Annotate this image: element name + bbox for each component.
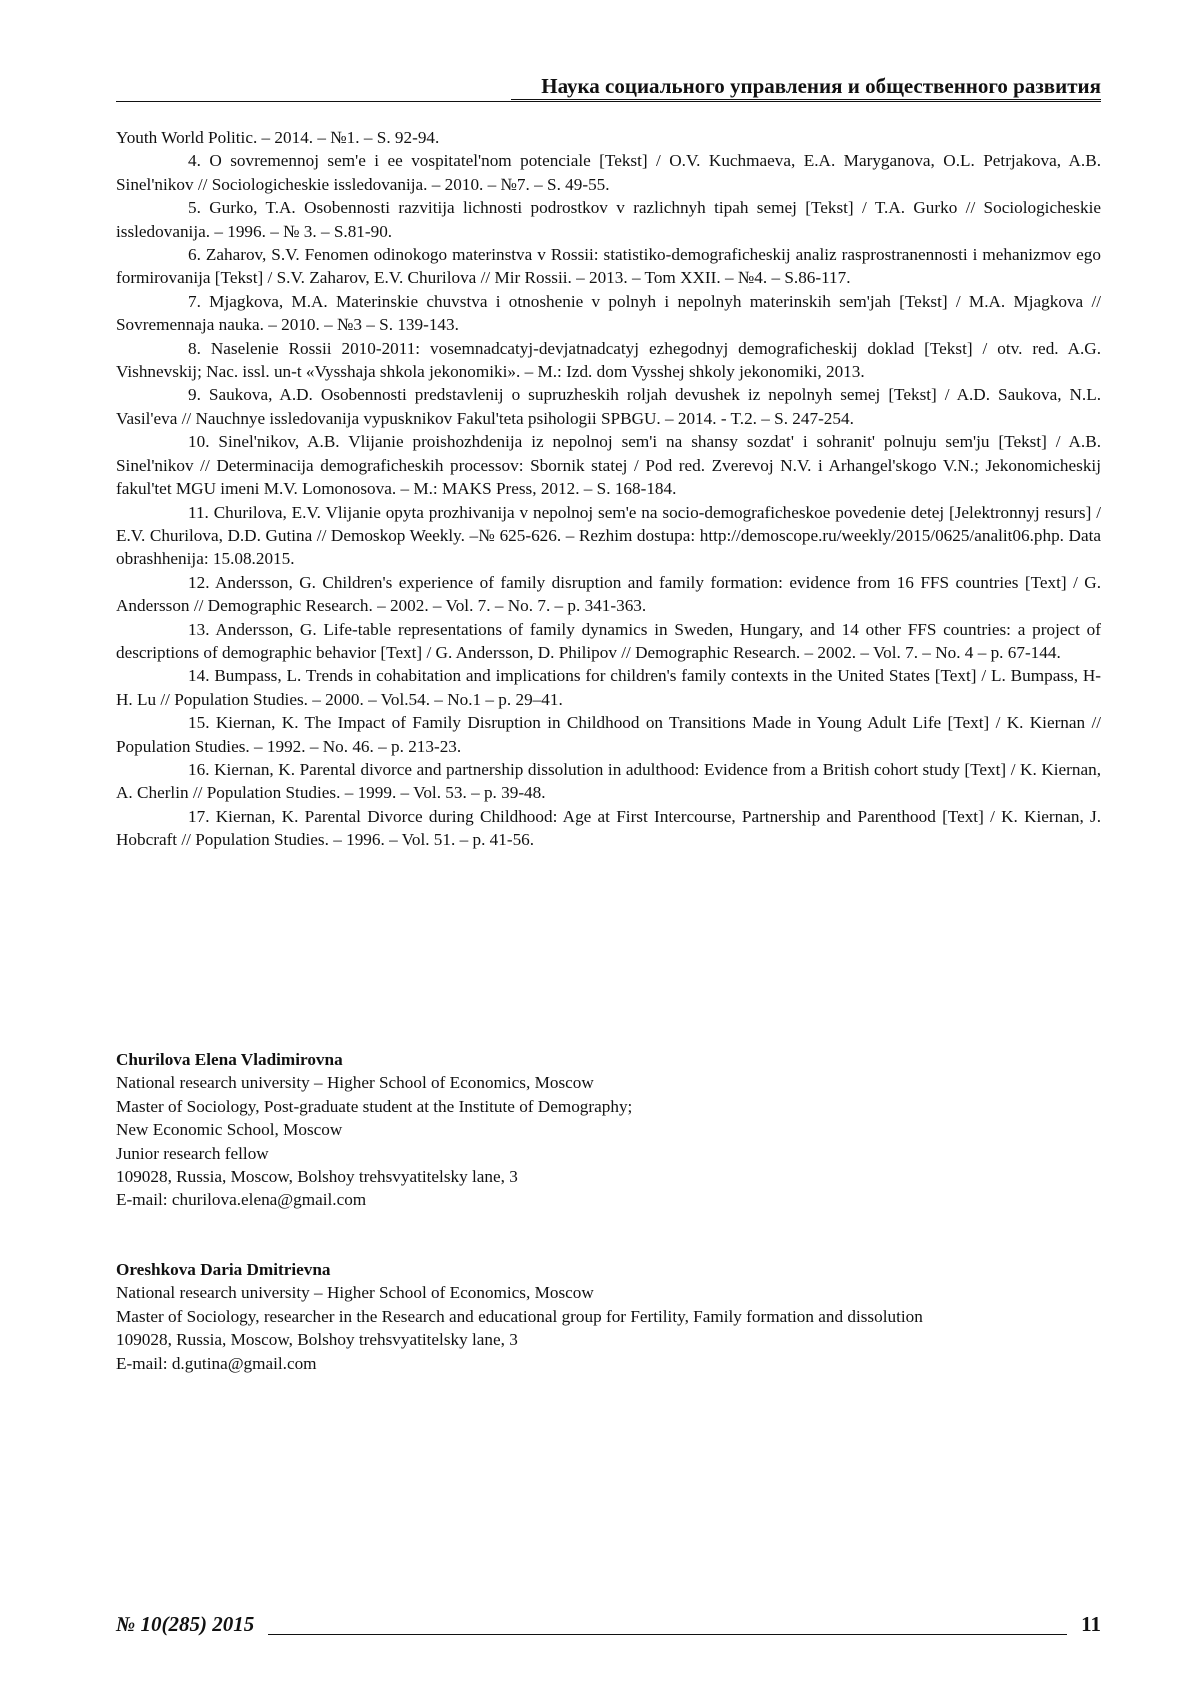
reference-item: 10. Sinel'nikov, A.B. Vlijanie proishozhdenija iz nepolnoj sem'i na shansy sozdat' i sohranit' polnuju sem'ju [Tekst] / A.B. Sinel'nikov // Determinacija demograficheskih processov: Sbornik statej / Pod red. Zverevoj N.V. i Arhangel'skogo V.N.; Jekonomicheskij fakul'tet MGU imeni M.V. Lomonosova. – M.: MAKS Press, 2012. – S. 168-184.	[116, 430, 1101, 500]
author-email: E-mail: d.gutina@gmail.com	[116, 1352, 1101, 1375]
author-block-oreshkova	[116, 1258, 1101, 1375]
author-name: Oreshkova Daria Dmitrievna	[116, 1258, 1101, 1281]
reference-item: 12. Andersson, G. Children's experience of family disruption and family formation: evidence from 16 FFS countries [Text] / G. Andersson // Demographic Research. – 2002. – Vol. 7. – No. 7. – p. 341-363.	[116, 571, 1101, 618]
author-block-churilova	[116, 1048, 1101, 1212]
reference-item: 13. Andersson, G. Life-table representations of family dynamics in Sweden, Hungary, and 14 other FFS countries: a project of descriptions of demographic behavior [Text] / G. Andersson, D. Philipov // Demographic Research. – 2002. – Vol. 7. – No. 4 – p. 67-144.	[116, 618, 1101, 665]
author-address: 109028, Russia, Moscow, Bolshoy trehsvyatitelsky lane, 3	[116, 1165, 1101, 1188]
reference-item: 6. Zaharov, S.V. Fenomen odinokogo materinstva v Rossii: statistiko-demograficheskij analiz rasprostranennosti i mehanizmov ego formirovanija [Tekst] / S.V. Zaharov, E.V. Churilova // Mir Rossii. – 2013. – Tom XXII. – №4. – S.86-117.	[116, 243, 1101, 290]
page-number: 11	[1081, 1612, 1101, 1637]
author-affiliation: National research university – Higher School of Economics, Moscow	[116, 1281, 1101, 1304]
author-name: Churilova Elena Vladimirovna	[116, 1048, 1101, 1071]
issue-number: № 10(285) 2015	[116, 1612, 254, 1637]
journal-title: Наука социального управления и общественного развития	[511, 74, 1101, 100]
running-header	[116, 72, 1101, 102]
reference-item: 16. Kiernan, K. Parental divorce and partnership dissolution in adulthood: Evidence from a British cohort study [Text] / K. Kiernan, A. Cherlin // Population Studies. – 1999. – Vol. 53. – p. 39-48.	[116, 758, 1101, 805]
author-email: E-mail: churilova.elena@gmail.com	[116, 1188, 1101, 1211]
author-position: Junior research fellow	[116, 1142, 1101, 1165]
reference-item: 4. O sovremennoj sem'e i ee vospitatel'nom potenciale [Tekst] / O.V. Kuchmaeva, E.A. Maryganova, O.L. Petrjakova, A.B. Sinel'nikov // Sociologicheskie issledovanija. – 2010. – №7. – S. 49-55.	[116, 149, 1101, 196]
reference-item: 17. Kiernan, K. Parental Divorce during Childhood: Age at First Intercourse, Partnership and Parenthood [Text] / K. Kiernan, J. Hobcraft // Population Studies. – 1996. – Vol. 51. – p. 41-56.	[116, 805, 1101, 852]
footer-rule	[268, 1634, 1067, 1635]
reference-item: 8. Naselenie Rossii 2010-2011: vosemnadcatyj-devjatnadcatyj ezhegodnyj demograficheskij doklad [Tekst] / otv. red. A.G. Vishnevskij; Nac. issl. un-t «Vysshaja shkola jekonomiki». – M.: Izd. dom Vysshej shkoly jekonomiki, 2013.	[116, 337, 1101, 384]
header-rule	[116, 101, 1101, 102]
reference-item: 11. Churilova, E.V. Vlijanie opyta prozhivanija v nepolnoj sem'e na socio-demograficheskoe povedenie detej [Jelektronnyj resurs] / E.V. Churilova, D.D. Gutina // Demoskop Weekly. –№ 625-626. – Rezhim dostupa: http://demoscope.ru/weekly/2015/0625/analit06.php. Data obrashhenija: 15.08.2015.	[116, 501, 1101, 571]
author-affiliation: National research university – Higher School of Economics, Moscow	[116, 1071, 1101, 1094]
reference-item: 15. Kiernan, K. The Impact of Family Disruption in Childhood on Transitions Made in Young Adult Life [Text] / K. Kiernan // Population Studies. – 1992. – No. 46. – p. 213-23.	[116, 711, 1101, 758]
reference-item: 14. Bumpass, L. Trends in cohabitation and implications for children's family contexts in the United States [Text] / L. Bumpass, H-H. Lu // Population Studies. – 2000. – Vol.54. – No.1 – p. 29–41.	[116, 664, 1101, 711]
author-affiliation: New Economic School, Moscow	[116, 1118, 1101, 1141]
reference-list	[116, 126, 1101, 852]
reference-item: 5. Gurko, T.A. Osobennosti razvitija lichnosti podrostkov v razlichnyh tipah semej [Tekst] / T.A. Gurko // Sociologicheskie issledovanija. – 1996. – № 3. – S.81-90.	[116, 196, 1101, 243]
author-position: Master of Sociology, Post-graduate student at the Institute of Demography;	[116, 1095, 1101, 1118]
reference-item: 9. Saukova, A.D. Osobennosti predstavlenij o supruzheskih roljah devushek iz nepolnyh semej [Tekst] / A.D. Saukova, N.L. Vasil'eva // Nauchnye issledovanija vypusknikov Fakul'teta psihologii SPBGU. – 2014. - T.2. – S. 247-254.	[116, 383, 1101, 430]
reference-item: 7. Mjagkova, M.A. Materinskie chuvstva i otnoshenie v polnyh i nepolnyh materinskih sem'jah [Tekst] / M.A. Mjagkova // Sovremennaja nauka. – 2010. – №3 – S. 139-143.	[116, 290, 1101, 337]
reference-item: Youth World Politic. – 2014. – №1. – S. 92-94.	[116, 126, 1101, 149]
author-position: Master of Sociology, researcher in the Research and educational group for Fertility, Family formation and dissolution	[116, 1305, 1101, 1328]
running-footer	[116, 1612, 1101, 1640]
author-address: 109028, Russia, Moscow, Bolshoy trehsvyatitelsky lane, 3	[116, 1328, 1101, 1351]
